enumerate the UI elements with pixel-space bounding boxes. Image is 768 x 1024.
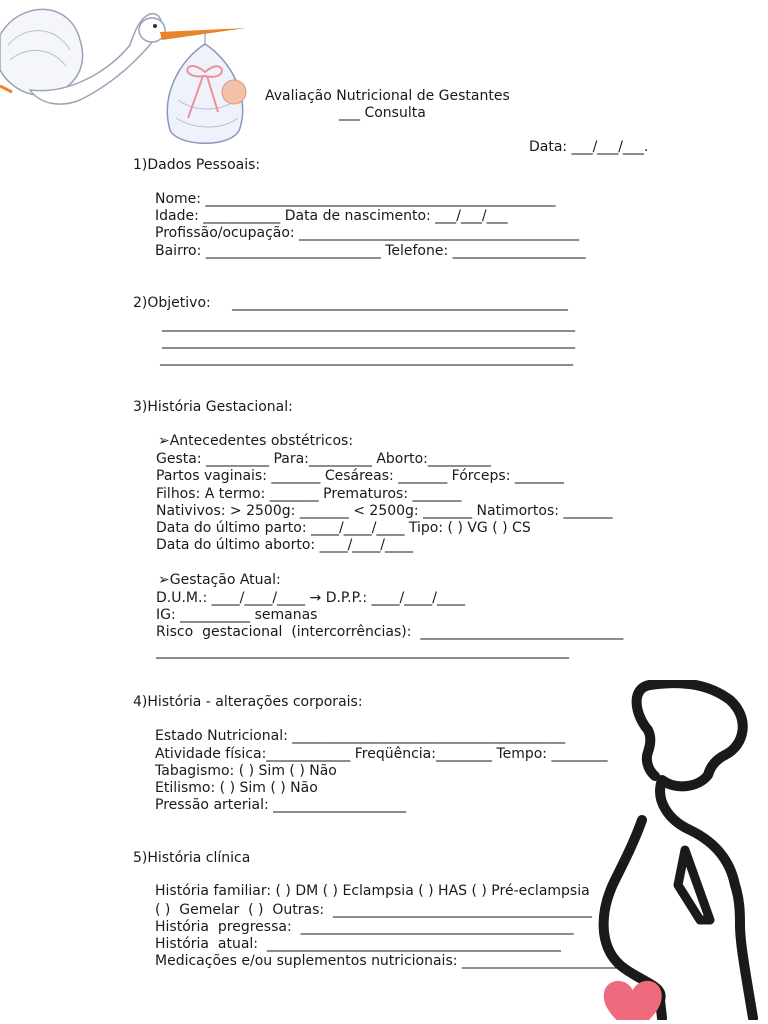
section-heading-alteracoes-corporais: 4)História - alterações corporais:	[133, 694, 363, 710]
form-line-gesta[interactable]: Gesta: _________ Para:_________ Aborto:_________	[156, 451, 491, 467]
form-line-ig[interactable]: IG: __________ semanas	[156, 607, 318, 623]
form-line-objetivo-4[interactable]: ___________________________________________________________	[160, 350, 573, 366]
form-line-atividade-fisica[interactable]: Atividade física:____________ Freqüência:________ Tempo: ________	[155, 746, 608, 762]
subheading-gestacao-atual: ➢Gestação Atual:	[158, 572, 281, 588]
form-line-risco[interactable]: Risco gestacional (intercorrências): _____________________________	[156, 624, 624, 640]
form-line-medicacoes[interactable]: Medicações e/ou suplementos nutricionais: _______________________	[155, 953, 623, 969]
heart-icon	[604, 981, 662, 1020]
form-line-objetivo-3[interactable]: ___________________________________________________________	[162, 333, 575, 349]
consulta-number-field[interactable]: ___ Consulta	[339, 105, 426, 121]
form-line-etilismo[interactable]: Etilismo: ( ) Sim ( ) Não	[155, 780, 318, 796]
form-line-ultimo-aborto[interactable]: Data do último aborto: ____/____/____	[156, 537, 414, 553]
form-line-historia-atual[interactable]: História atual: __________________________________________	[155, 936, 561, 952]
form-line-bairro[interactable]: Bairro: _________________________ Telefone: ___________________	[155, 243, 586, 259]
form-line-nome[interactable]: Nome: __________________________________________________	[155, 191, 556, 207]
form-line-idade[interactable]: Idade: ___________ Data de nascimento: ___/___/___	[155, 208, 508, 224]
form-line-historia-familiar[interactable]: História familiar: ( ) DM ( ) Eclampsia ( ) HAS ( ) Pré-eclampsia	[155, 883, 590, 899]
form-line-tabagismo[interactable]: Tabagismo: ( ) Sim ( ) Não	[155, 763, 337, 779]
form-line-filhos[interactable]: Filhos: A termo: _______ Prematuros: _______	[156, 486, 462, 502]
form-line-profissao[interactable]: Profissão/ocupação: ________________________________________	[155, 225, 580, 241]
section-heading-dados-pessoais: 1)Dados Pessoais:	[133, 157, 261, 173]
form-line-ultimo-parto[interactable]: Data do último parto: ____/____/____ Tipo: ( ) VG ( ) CS	[156, 520, 531, 536]
date-field[interactable]: Data: ___/___/___.	[529, 139, 649, 155]
form-line-estado-nutricional[interactable]: Estado Nutricional: _______________________________________	[155, 728, 566, 744]
form-line-gemelar-outras[interactable]: ( ) Gemelar ( ) Outras: _____________________________________	[155, 902, 593, 918]
document-title: Avaliação Nutricional de Gestantes	[265, 88, 510, 104]
section-heading-historia-clinica: 5)História clínica	[133, 850, 251, 866]
section-heading-objetivo: 2)Objetivo:	[133, 295, 211, 311]
section-heading-historia-gestacional: 3)História Gestacional:	[133, 399, 293, 415]
pregnant-silhouette-icon	[590, 680, 768, 1020]
form-line-objetivo-2[interactable]: ___________________________________________________________	[162, 316, 575, 332]
form-line-historia-pregressa[interactable]: História pregressa: _______________________________________	[155, 919, 574, 935]
form-line-dum-dpp[interactable]: D.U.M.: ____/____/____ → D.P.P.: ____/____/____	[156, 590, 465, 606]
form-line-partos[interactable]: Partos vaginais: _______ Cesáreas: _______ Fórceps: _______	[156, 468, 564, 484]
form-line-risco-cont[interactable]: ___________________________________________________________	[156, 643, 569, 659]
form-line-objetivo-1[interactable]: ________________________________________________	[232, 295, 568, 311]
form-line-pressao-arterial[interactable]: Pressão arterial: ___________________	[155, 797, 407, 813]
stork-illustration	[0, 0, 260, 160]
subheading-antecedentes: ➢Antecedentes obstétricos:	[158, 433, 354, 449]
form-line-nativivos[interactable]: Nativivos: > 2500g: _______ < 2500g: _______ Natimortos: _______	[156, 503, 613, 519]
